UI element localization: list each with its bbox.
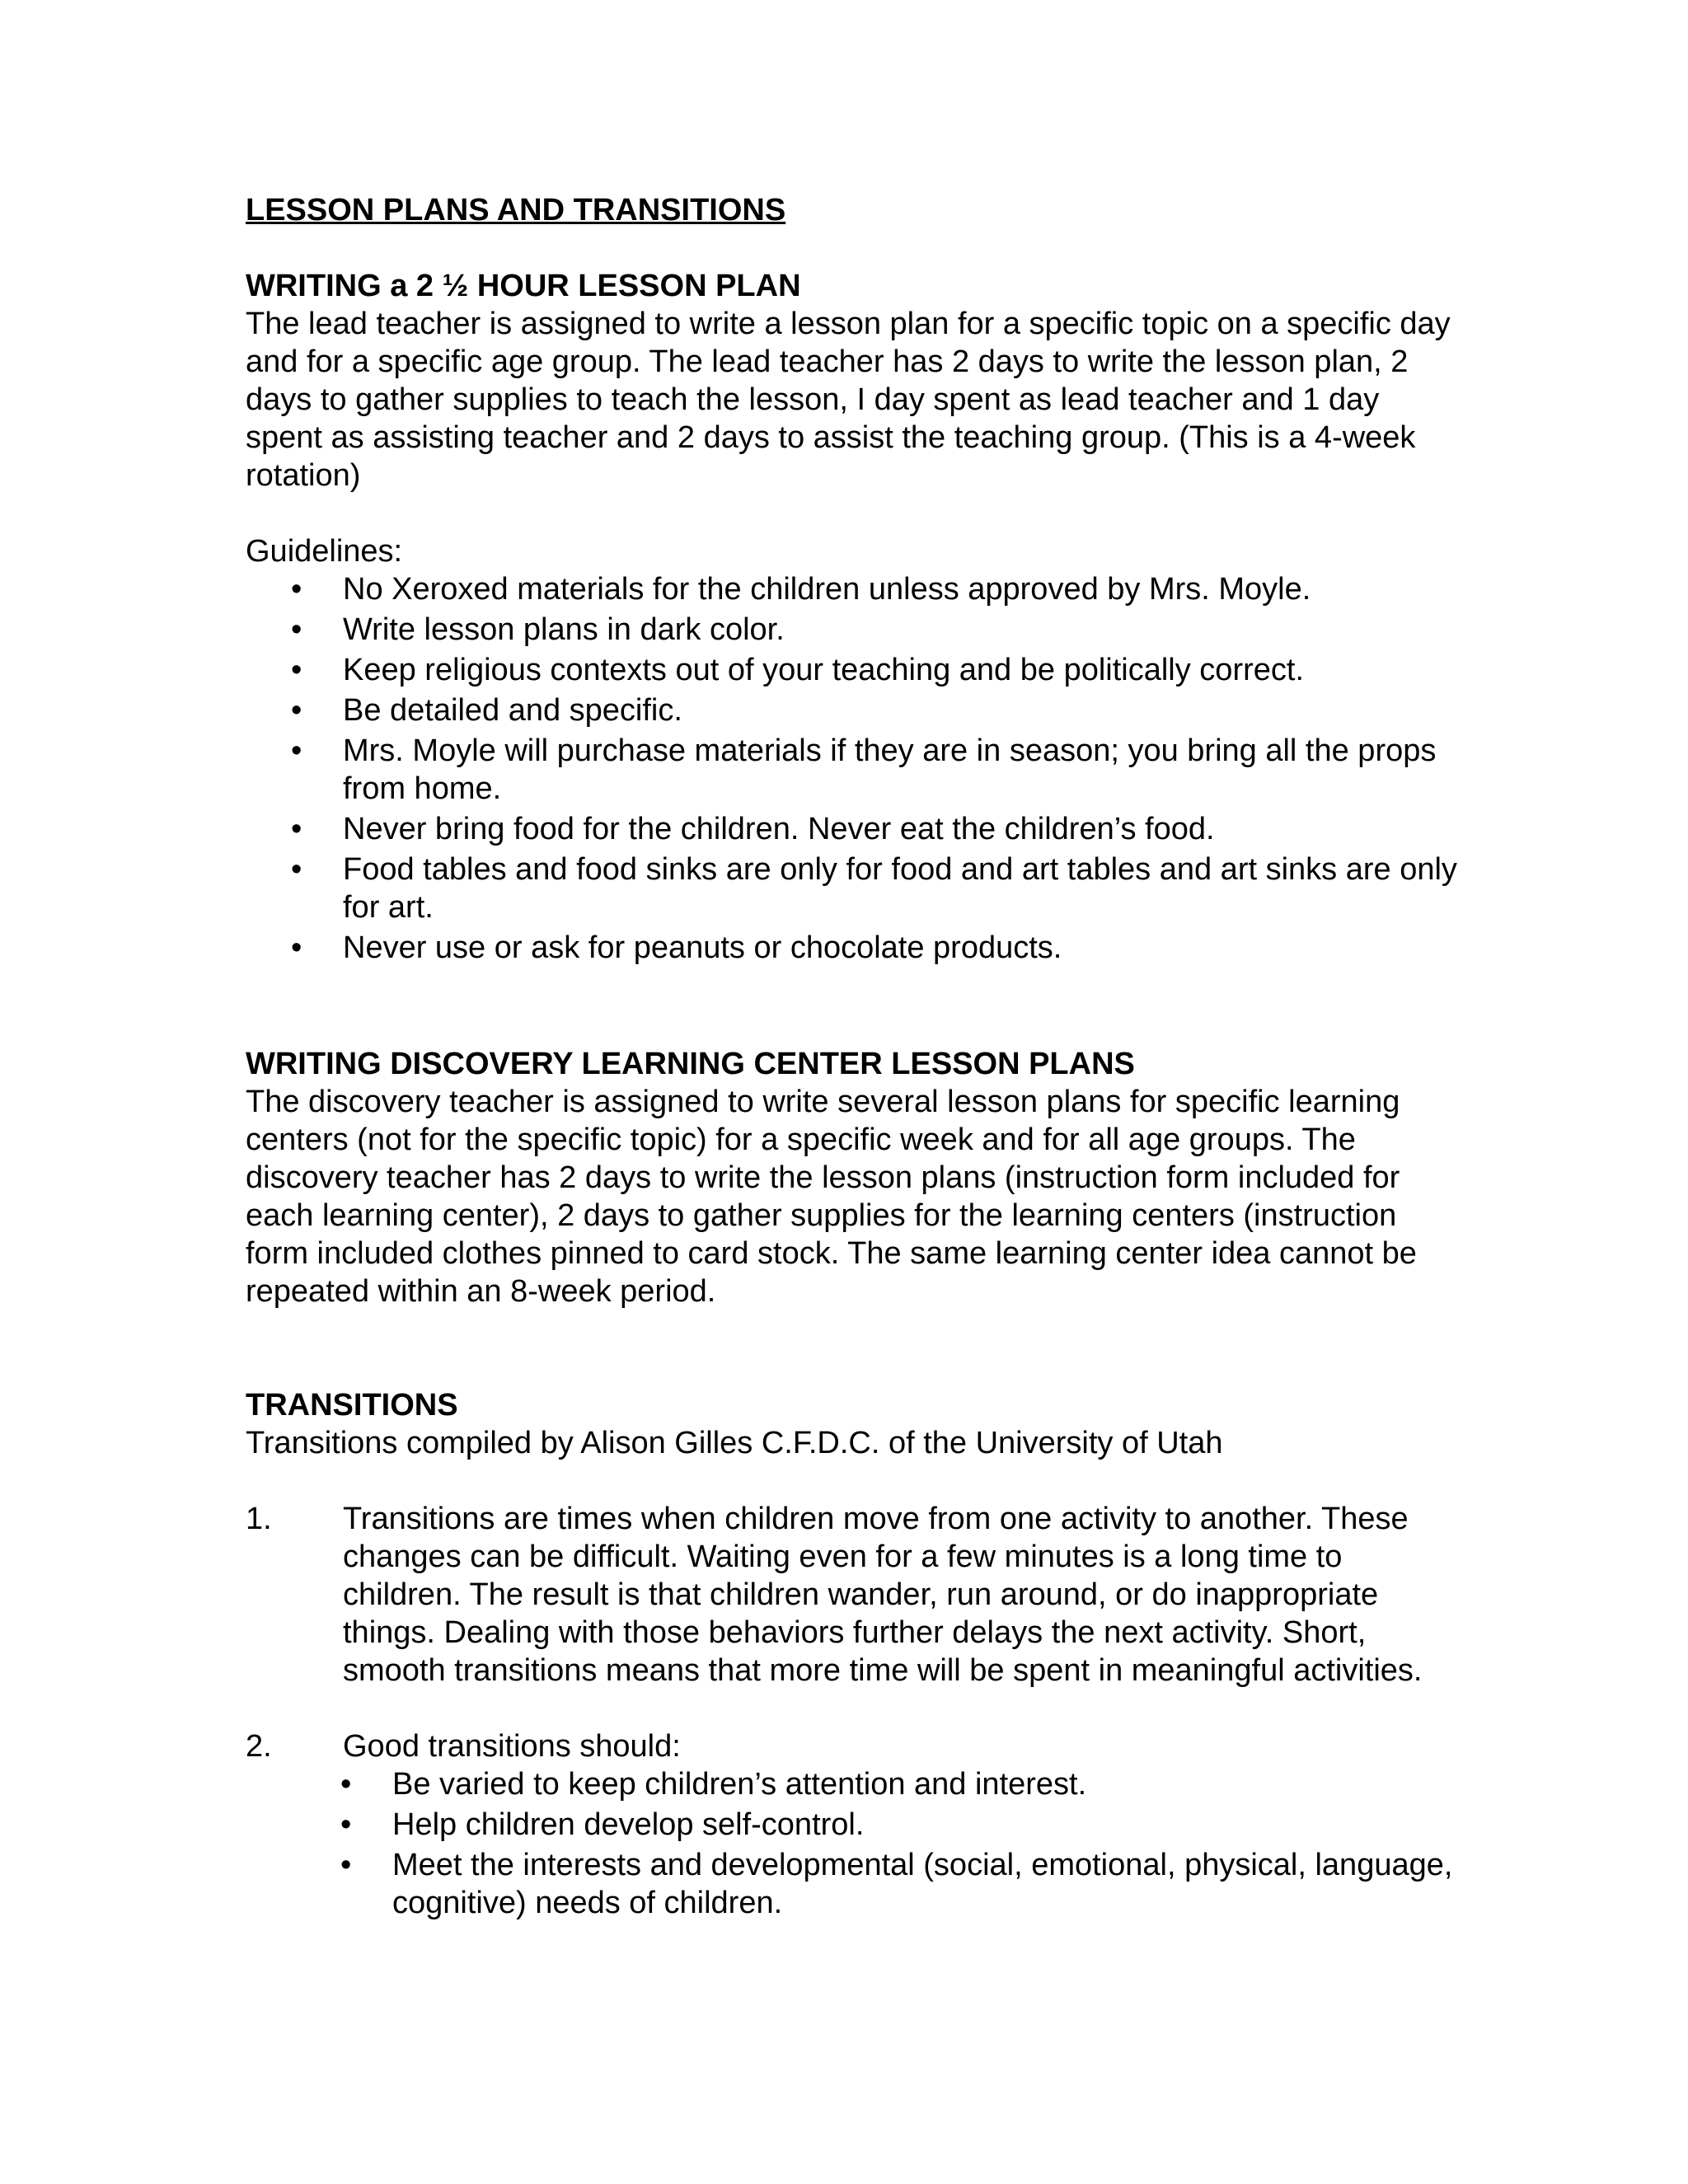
guidelines-list bbox=[246, 570, 1457, 967]
spacer bbox=[246, 1462, 1457, 1500]
guideline-item: • Keep religious contexts out of your teaching and be politically correct. bbox=[246, 651, 1457, 689]
item-number: 2. bbox=[246, 1729, 272, 1764]
numbered-item bbox=[246, 1500, 1457, 1690]
section-body-lesson-plan: The lead teacher is assigned to write a lesson plan for a specific topic on a specific day and for a specific age group. The lead teacher has 2 days to write the lesson plan, 2 days to gather supplies to teach the lesson, I day spent as lead teacher and 1 day spent as assisting teacher and 2 days to assist the teaching group. (This is a 4-week rotation) bbox=[246, 307, 1451, 493]
spacer bbox=[246, 229, 1457, 267]
should-item: • Be varied to keep children’s attention and interest. bbox=[246, 1765, 1457, 1803]
guideline-item: • No Xeroxed materials for the children unless approved by Mrs. Moyle. bbox=[246, 570, 1457, 608]
numbered-item bbox=[246, 1727, 1457, 1765]
section-heading-lesson-plan: WRITING a 2 ½ HOUR LESSON PLAN bbox=[246, 269, 801, 303]
transitions-should-list bbox=[246, 1765, 1457, 1922]
spacer bbox=[246, 1690, 1457, 1727]
document-page bbox=[246, 191, 1457, 1924]
should-item: • Help children develop self-control. bbox=[246, 1806, 1457, 1844]
item-text: Good transitions should: bbox=[343, 1729, 681, 1764]
spacer bbox=[246, 969, 1457, 1045]
guideline-item: • Never use or ask for peanuts or chocolate products. bbox=[246, 929, 1457, 967]
guideline-item: • Mrs. Moyle will purchase materials if they are in season; you bring all the props from home. bbox=[246, 732, 1457, 808]
guideline-item: • Food tables and food sinks are only for food and art tables and art sinks are only for art. bbox=[246, 851, 1457, 926]
section-body-discovery: The discovery teacher is assigned to write several lesson plans for specific learning centers (not for the specific topic) for a specific week and for all age groups. The discovery teacher has 2 days to write the lesson plans (instruction form included for each learning center), 2 days to gather supplies for the learning centers (instruction form included clothes pinned to card stock. The same learning center idea cannot be repeated within an 8-week period. bbox=[246, 1085, 1417, 1309]
guideline-item: • Be detailed and specific. bbox=[246, 691, 1457, 729]
guideline-item: • Never bring food for the children. Never eat the children’s food. bbox=[246, 810, 1457, 848]
item-text: Transitions are times when children move from one activity to another. These changes can be difficult. Waiting even for a few minutes is a long time to children. The result is that children wander, run around, or do inappropriate things. Dealing with those behaviors further delays the next activity. Short, smooth transitions means that more time will be spent in meaningful activities. bbox=[343, 1502, 1423, 1688]
spacer bbox=[246, 494, 1457, 532]
guideline-item: • Write lesson plans in dark color. bbox=[246, 611, 1457, 649]
section-heading-discovery: WRITING DISCOVERY LEARNING CENTER LESSON PLANS bbox=[246, 1047, 1135, 1081]
transitions-subtitle: Transitions compiled by Alison Gilles C.F.D.C. of the University of Utah bbox=[246, 1426, 1223, 1460]
should-item: • Meet the interests and developmental (social, emotional, physical, language, cognitive) needs of children. bbox=[246, 1846, 1457, 1922]
item-number: 1. bbox=[246, 1502, 272, 1536]
document-title: LESSON PLANS AND TRANSITIONS bbox=[246, 193, 786, 227]
spacer bbox=[246, 1310, 1457, 1386]
section-heading-transitions: TRANSITIONS bbox=[246, 1388, 458, 1422]
guidelines-label: Guidelines: bbox=[246, 534, 403, 569]
